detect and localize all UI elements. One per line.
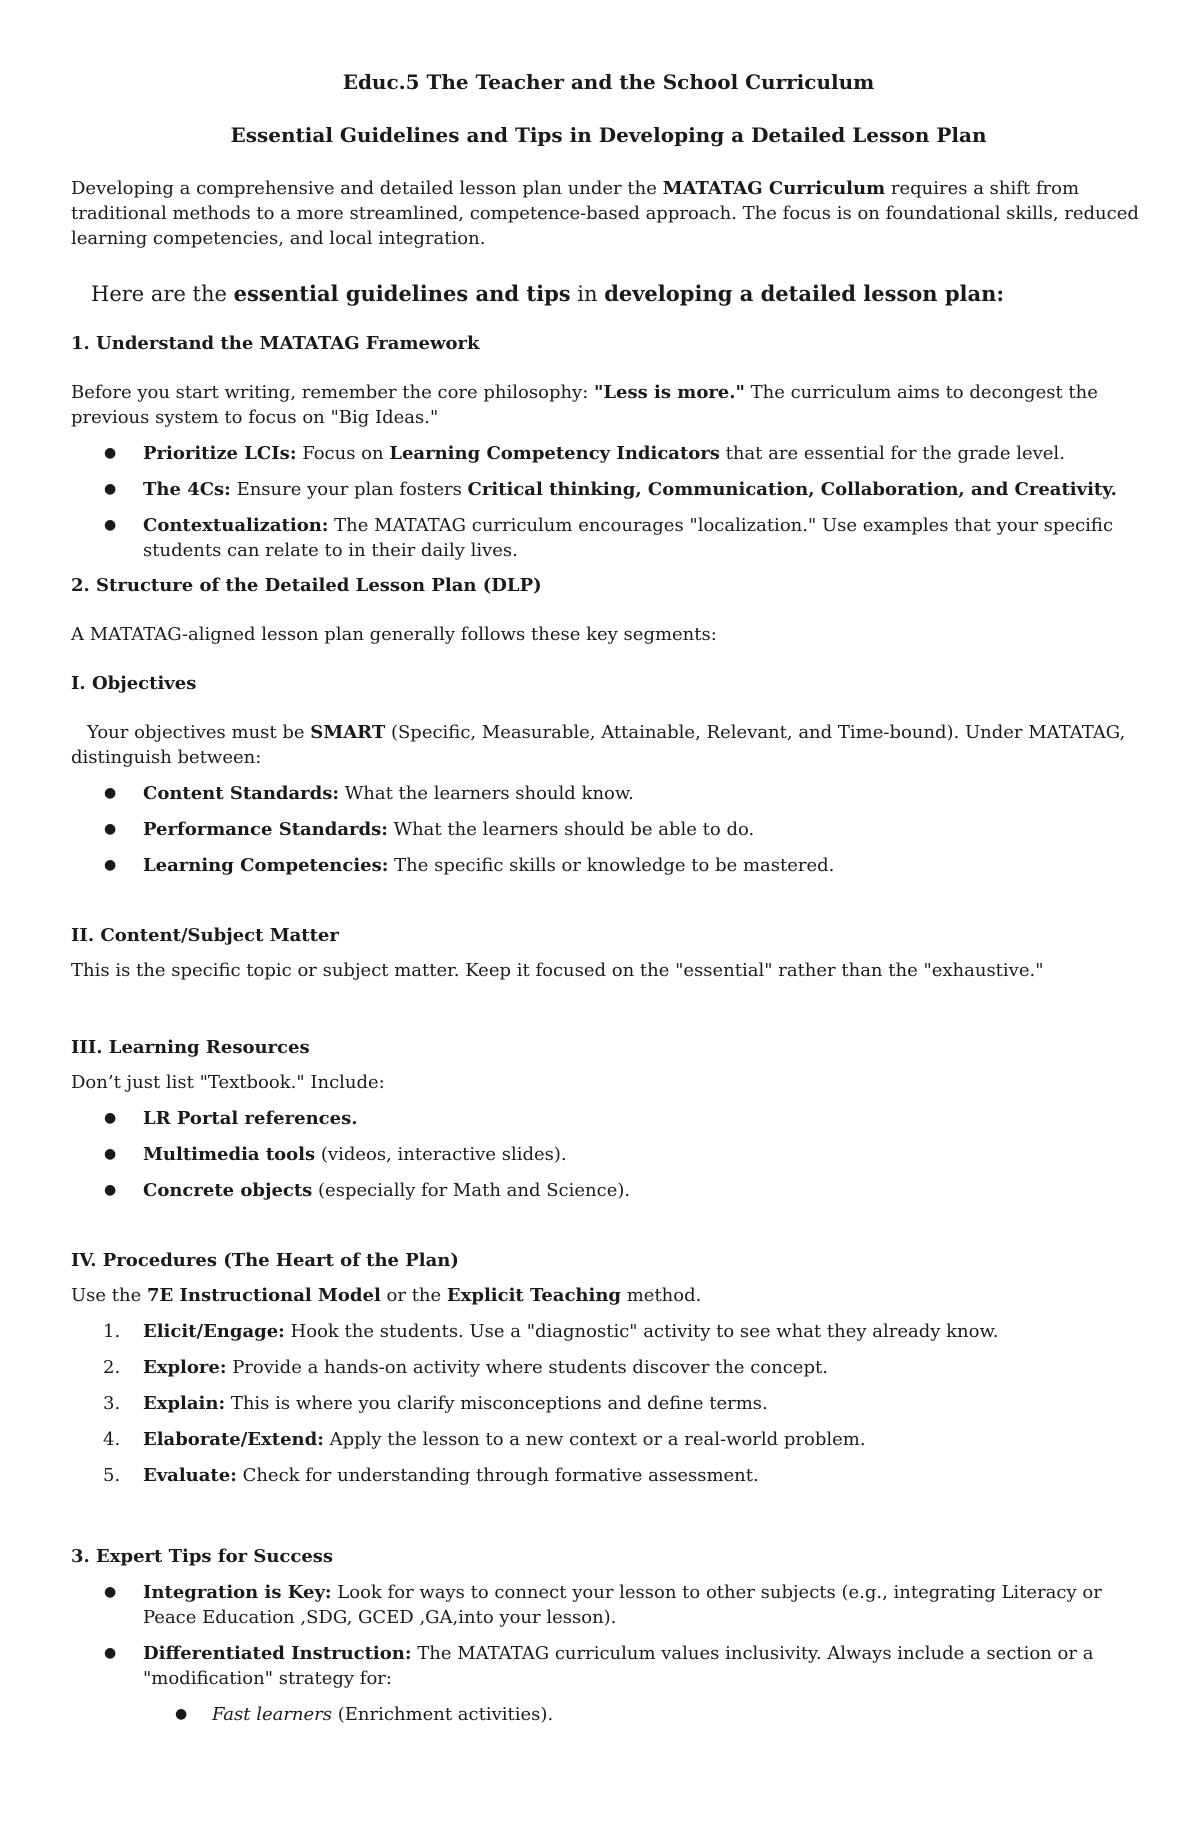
item-label: Differentiated Instruction: xyxy=(143,1643,412,1664)
proc-bold-2: Explicit Teaching xyxy=(446,1285,621,1306)
list-item xyxy=(71,817,1146,842)
item-text: Focus on xyxy=(296,443,390,464)
item-bold: Learning Competency Indicators xyxy=(389,443,720,464)
obj-text-end: (Specific, Measurable, Attainable, Relevant, and Time-bound). Under MATATAG, distinguish between: xyxy=(71,722,1126,768)
procedures-heading: IV. Procedures (The Heart of the Plan) xyxy=(71,1250,459,1271)
list-item xyxy=(71,853,1146,878)
list-item xyxy=(71,1319,1146,1344)
intro-text-end: requires a shift from traditional methods to a more streamlined, competence-based approach. The focus is on foundational skills, reduced learning competencies, and local integration. xyxy=(71,178,1139,249)
list-item xyxy=(71,477,1146,502)
section-1-list xyxy=(71,441,1146,563)
item-text: Look for ways to connect your lesson to other subjects (e.g., integrating Literacy or Peace Education ,SDG, GCED ,GA,into your lesson). xyxy=(143,1582,1102,1628)
step-number: 3. xyxy=(103,1393,121,1414)
list-item xyxy=(71,781,1146,806)
item-text: The MATATAG curriculum values inclusivity. Always include a section or a "modification" strategy for: xyxy=(143,1643,1094,1689)
section-1-heading: 1. Understand the MATATAG Framework xyxy=(71,333,480,354)
item-text-end: that are essential for the grade level. xyxy=(719,443,1065,464)
obj-bold: SMART xyxy=(310,722,386,743)
s1-text: Before you start writing, remember the core philosophy: xyxy=(71,382,595,403)
item-label: LR Portal references. xyxy=(143,1108,358,1129)
list-item xyxy=(71,1355,1146,1380)
resources-heading: III. Learning Resources xyxy=(71,1037,310,1058)
bullet-dot-icon: ● xyxy=(104,1584,117,1600)
item-label: Explore: xyxy=(143,1357,227,1378)
section-3-heading: 3. Expert Tips for Success xyxy=(71,1546,334,1567)
item-text: Ensure your plan fosters xyxy=(230,479,468,500)
bullet-dot-icon: ● xyxy=(104,481,117,497)
list-item xyxy=(71,1641,1146,1691)
content-heading: II. Content/Subject Matter xyxy=(71,925,339,946)
lead-bold: essential guidelines and tips xyxy=(233,281,571,306)
item-label: Elaborate/Extend: xyxy=(143,1429,324,1450)
item-text: This is where you clarify misconceptions and define terms. xyxy=(225,1393,768,1414)
step-number: 1. xyxy=(103,1321,121,1342)
list-item xyxy=(71,1702,1146,1727)
item-text: The specific skills or knowledge to be mastered. xyxy=(388,855,835,876)
objectives-list xyxy=(71,781,1146,878)
list-item xyxy=(71,441,1146,466)
intro-paragraph xyxy=(71,176,1146,251)
section-1-paragraph xyxy=(71,380,1146,430)
item-label: Learning Competencies: xyxy=(143,855,389,876)
item-text: What the learners should be able to do. xyxy=(387,819,755,840)
intro-text: Developing a comprehensive and detailed lesson plan under the xyxy=(71,178,663,199)
intro-bold: MATATAG Curriculum xyxy=(662,178,886,199)
item-label: Integration is Key: xyxy=(143,1582,332,1603)
item-label: Explain: xyxy=(143,1393,226,1414)
document-subtitle: Essential Guidelines and Tips in Developing a Detailed Lesson Plan xyxy=(230,123,987,147)
item-label: Multimedia tools xyxy=(143,1144,316,1165)
objectives-paragraph xyxy=(71,720,1146,770)
section-2-heading: 2. Structure of the Detailed Lesson Plan (DLP) xyxy=(71,575,542,596)
step-number: 5. xyxy=(103,1465,121,1486)
proc-text: Use the xyxy=(71,1285,147,1306)
lead-text-mid: in xyxy=(570,282,605,306)
item-text: Apply the lesson to a new context or a real-world problem. xyxy=(323,1429,866,1450)
proc-text-mid: or the xyxy=(380,1285,447,1306)
step-number: 4. xyxy=(103,1429,121,1450)
item-label: Performance Standards: xyxy=(143,819,388,840)
list-item xyxy=(71,1142,1146,1167)
bullet-dot-icon: ● xyxy=(104,785,117,801)
bullet-dot-icon: ● xyxy=(104,445,117,461)
list-item xyxy=(71,1580,1146,1630)
bullet-dot-icon: ● xyxy=(104,517,117,533)
procedures-list xyxy=(71,1319,1146,1488)
item-text: (videos, interactive slides). xyxy=(315,1144,567,1165)
document-title: Educ.5 The Teacher and the School Curriculum xyxy=(342,70,875,94)
item-label: Contextualization: xyxy=(143,515,329,536)
bullet-dot-icon: ● xyxy=(104,857,117,873)
item-text: Check for understanding through formative assessment. xyxy=(236,1465,759,1486)
section-3-list xyxy=(71,1580,1146,1691)
bullet-dot-icon: ● xyxy=(104,1146,117,1162)
item-text: (Enrichment activities). xyxy=(332,1704,554,1725)
proc-bold: 7E Instructional Model xyxy=(146,1285,381,1306)
bullet-dot-icon: ● xyxy=(104,1110,117,1126)
item-label: Fast learners xyxy=(212,1704,333,1725)
lead-bold-end: developing a detailed lesson plan: xyxy=(604,281,1005,306)
list-item xyxy=(71,1106,1146,1131)
list-item xyxy=(71,1178,1146,1203)
obj-text: Your objectives must be xyxy=(87,722,311,743)
item-text: What the learners should know. xyxy=(339,783,634,804)
bullet-dot-icon: ● xyxy=(104,821,117,837)
item-text: Hook the students. Use a "diagnostic" activity to see what they already know. xyxy=(284,1321,999,1342)
bullet-dot-icon: ● xyxy=(104,1182,117,1198)
resources-paragraph: Don’t just list "Textbook." Include: xyxy=(71,1072,385,1093)
bullet-dot-icon: ● xyxy=(175,1706,188,1722)
guidelines-lead xyxy=(91,281,1146,307)
item-label: Content Standards: xyxy=(143,783,340,804)
procedures-paragraph xyxy=(71,1283,1146,1308)
item-bold: Critical thinking, Communication, Collaboration, and Creativity. xyxy=(467,479,1117,500)
section-2-paragraph: A MATATAG-aligned lesson plan generally follows these key segments: xyxy=(71,624,717,645)
list-item xyxy=(71,513,1146,563)
section-3-sublist xyxy=(71,1702,1146,1727)
lead-text: Here are the xyxy=(91,282,234,306)
objectives-heading: I. Objectives xyxy=(71,673,197,694)
item-label: Evaluate: xyxy=(143,1465,237,1486)
list-item xyxy=(71,1463,1146,1488)
step-number: 2. xyxy=(103,1357,121,1378)
item-label: Prioritize LCIs: xyxy=(143,443,297,464)
bullet-dot-icon: ● xyxy=(104,1645,117,1661)
item-text: The MATATAG curriculum encourages "localization." Use examples that your specific students can relate to in their daily lives. xyxy=(143,515,1114,561)
document-page xyxy=(71,70,1146,1727)
item-text: Provide a hands-on activity where students discover the concept. xyxy=(226,1357,828,1378)
resources-list xyxy=(71,1106,1146,1203)
proc-text-end: method. xyxy=(621,1285,702,1306)
s1-text-end: The curriculum aims to decongest the previous system to focus on "Big Ideas." xyxy=(71,382,1098,428)
list-item xyxy=(71,1427,1146,1452)
item-label: The 4Cs: xyxy=(143,479,231,500)
content-paragraph: This is the specific topic or subject matter. Keep it focused on the "essential" rather than the "exhaustive." xyxy=(71,960,1044,981)
list-item xyxy=(71,1391,1146,1416)
item-label: Concrete objects xyxy=(143,1180,313,1201)
item-label: Elicit/Engage: xyxy=(143,1321,285,1342)
item-text: (especially for Math and Science). xyxy=(312,1180,631,1201)
s1-bold: "Less is more." xyxy=(594,382,745,403)
